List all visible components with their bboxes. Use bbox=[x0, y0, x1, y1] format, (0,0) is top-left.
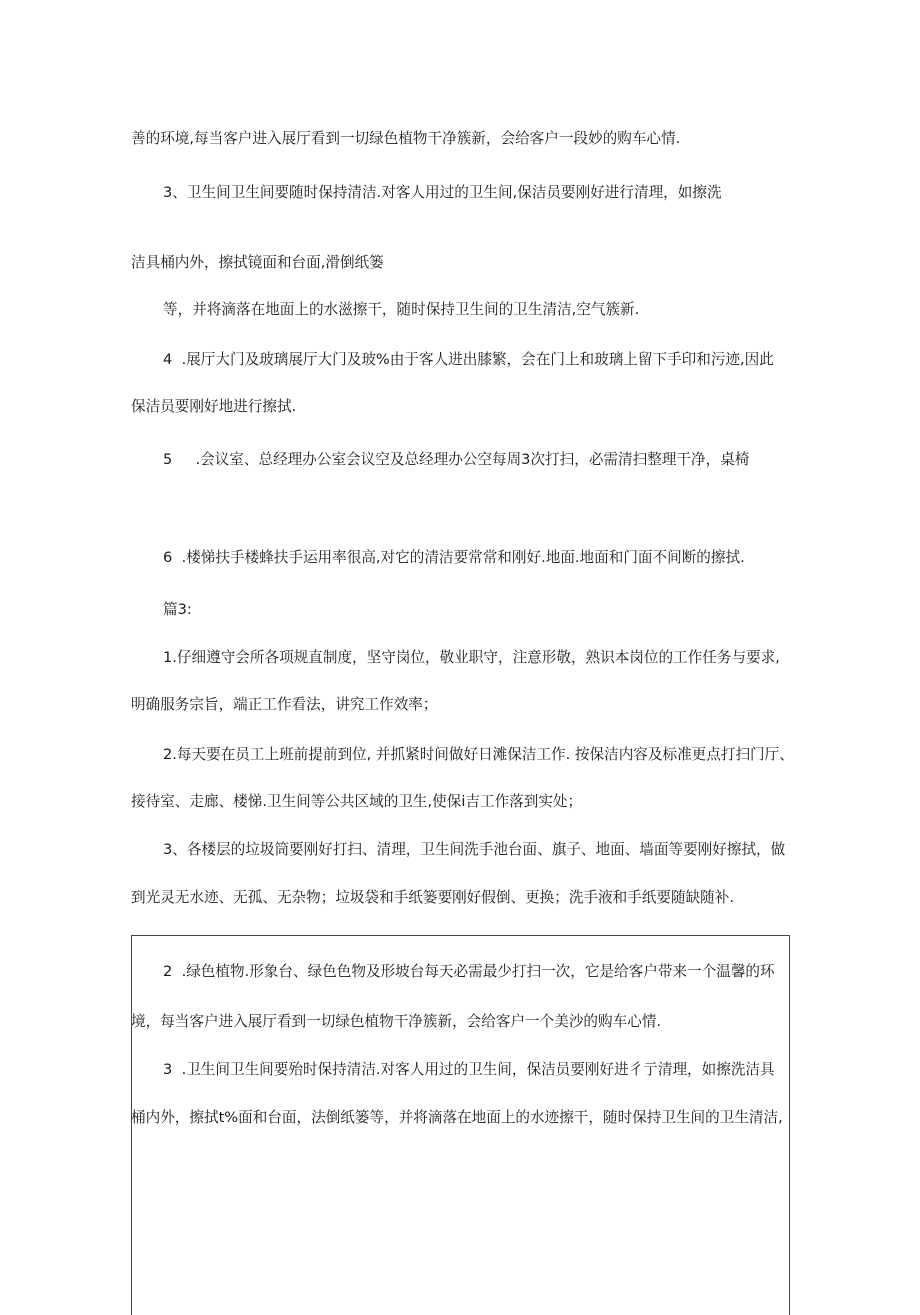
text-line: 4 .展厅大门及玻璃展厅大门及玻%由于客人进出膝繁，会在门上和玻璃上留下手印和污迹,因此 bbox=[163, 351, 774, 368]
text-line: 2 .绿色植物.形象台、绿色色物及形坡台每天必需最少打扫一次，它是给客户带来一个温馨的环 bbox=[163, 963, 775, 980]
text-line: 到光灵无水迹、无孤、无杂物；垃圾袋和手纸篓要刚好假倒、更换；洗手液和手纸要随缺随补. bbox=[131, 889, 734, 906]
text-line: 1.仔细遵守会所各项规直制度，坚守岗位，敬业职守，注意形敬，熟识本岗位的工作任务与要求, bbox=[163, 649, 780, 666]
text-line: 3、卫生间卫生间要随时保持清洁.对客人用过的卫生间,保洁员要刚好进行清理，如擦洗 bbox=[163, 184, 722, 201]
text-line: 2.每天要在员工上班前提前到位, 并抓紧时间做好日滩保洁工作. 按保洁内容及标准更点打扫门厅、 bbox=[163, 746, 794, 763]
text-line: 接待室、走廊、楼悌.卫生间等公共区域的卫生,使保i吉工作落到实处； bbox=[131, 793, 583, 810]
text-line: 保洁员要刚好地进行擦拭. bbox=[131, 398, 297, 415]
text-line: 明确服务宗旨，端正工作看法，讲究工作效率； bbox=[131, 696, 438, 713]
text-line: 5 .会议室、总经理办公室会议空及总经理办公空每周3次打扫，必需清扫整理干净，桌椅 bbox=[163, 451, 750, 468]
section-heading: 篇3: bbox=[163, 601, 192, 618]
text-line: 3、各楼层的垃圾筒要刚好打扫、清理，卫生间洗手池台面、旗子、地面、墙面等要刚好擦拭，做 bbox=[163, 841, 786, 858]
text-line: 洁具桶内外，擦拭镜面和台面,滑倒纸篓 bbox=[131, 254, 384, 271]
text-line: 境，每当客户进入展厅看到一切绿色植物干净簇新，会给客户一个美沙的购车心情. bbox=[131, 1013, 662, 1030]
text-line: 善的环境,每当客户进入展厅看到一切绿色植物干净簇新，会给客户一段妙的购车心情. bbox=[131, 130, 681, 147]
text-line: 桶内外，擦拭t%面和台面，法倒纸篓等，并将滴落在地面上的水迹擦干，随时保持卫生间的卫生清洁, bbox=[131, 1109, 783, 1126]
text-line: 等，并将滴落在地面上的水滋擦干，随时保持卫生间的卫生清洁,空气簇新. bbox=[163, 301, 640, 318]
text-line: 6 .楼悌扶手楼蜂扶手运用率很高,对它的清洁要常常和刚好.地面.地面和门面不间断的擦拭. bbox=[163, 549, 745, 566]
text-line: 3 .卫生间卫生间要殆时保持清洁.对客人用过的卫生间，保洁员要刚好进彳亍清理，如擦洗洁具 bbox=[163, 1061, 775, 1078]
